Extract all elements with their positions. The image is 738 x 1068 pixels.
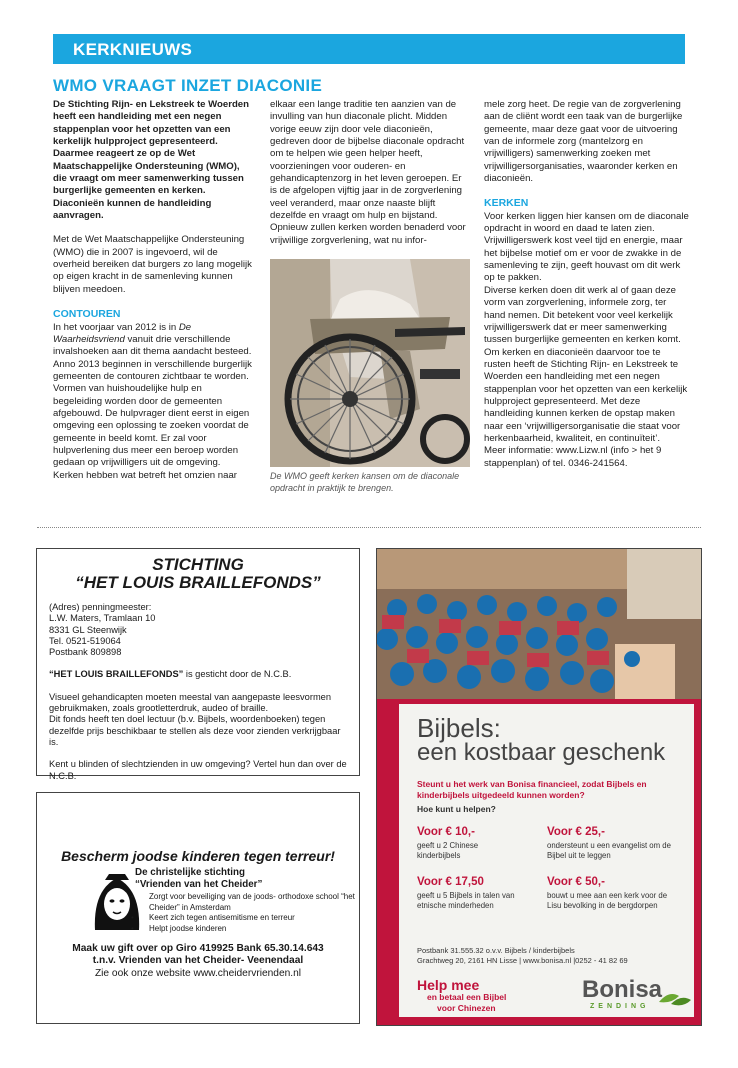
goal-list — [149, 892, 359, 934]
bonisa-logo-sub: ZENDING — [590, 1003, 650, 1010]
article-paragraph: Diverse kerken doen dit werk al of gaan deze vorm van zorgverlening, informele zorg, ter hand nemen. Dit betekent voor veel kerkelijk vrijwilligerswerk dat er meer samenwerking tussen burgerlijke gemeenten en kerken komt. Om kerken en diaconieën daarvoor toe te rusten heeft de Stichting Rijn- en Lekstreek te Woerden een handleiding met een negen stappenplan voor het opzetten van een kerkelijk hulpproject gepresenteerd. Met deze handleiding kunnen kerken de opstap maken naar een ‘vrijwilligersorganisatie die staat voor herkenbaarheid, kwaliteit, en continuïteit’. — [484, 284, 688, 444]
magazine-name: De Waarheidsvriend — [53, 321, 192, 345]
article-column-3 — [484, 99, 689, 482]
ad-paragraph: Dit fonds heeft ten doel lectuur (b.v. Bijbels, woordenboeken) tegen dezelfde prijs beschikbaar te stellen als deze voor zienden verkrijgbaar is. — [49, 714, 341, 747]
postbank-info: Postbank 31.555.32 o.v.v. Bijbels / kinderbijbels Grachtweg 20, 2161 HN Lisse | www.bonisa.nl |0252 - 41 82 69 — [417, 946, 628, 965]
help-heading: Help mee — [417, 977, 480, 993]
subhead-contouren: CONTOUREN — [53, 308, 121, 321]
price-17-desc: geeft u 5 Bijbels in talen van etnische minderheden — [417, 891, 515, 910]
ad-paragraph: Visueel gehandicapten moeten meestal van aangepaste leesvormen gebruikmaken, zoals grootletterdruk, audeo of braille. — [49, 691, 332, 714]
photo-caption: De WMO geeft kerken kansen om de diaconale opdracht in praktijk te brengen. — [270, 471, 460, 493]
price-17: Voor € 17,50 — [417, 876, 484, 888]
bonisa-logo-text: Bonisa — [582, 976, 663, 1003]
article-paragraph: Kerken hebben wat betreft het omzien naar — [53, 469, 237, 481]
section-label: KERKNIEUWS — [73, 40, 193, 59]
how-heading: Hoe kunt u helpen? — [417, 804, 496, 814]
address-block: (Adres) penningmeester: L.W. Maters, Tramlaan 10 8331 GL Steenwijk Tel. 0521-519064 Postbank 809898 — [49, 602, 156, 658]
price-10: Voor € 10,- — [417, 826, 475, 838]
price-10-desc: geeft u 2 Chinese kinderbijbels — [417, 841, 479, 860]
ad-title: STICHTING “HET LOUIS BRAILLEFONDS” — [75, 555, 321, 592]
article-paragraph: mele zorg heet. De regie van de zorgverlening aan de cliënt wordt een taak van de burgerlijke gemeente, maar deze gaat voor de uitvoering van de informele zorg (mantelzorg en vrijwilligers) samenwerking zoeken met vrijwilligersorganisaties, waaronder kerken en diaconieën. — [484, 99, 683, 185]
article-column-2 — [270, 99, 470, 494]
article-paragraph: Voor kerken liggen hier kansen om de diaconale opdracht in woord en daad te laten zien. Vrijwilligerswerk kost veel tijd en energie, maar het bijbelse motief om er voor de zwakke in de samenleving te zijn, geeft houvast om dit werk op te pakken. — [484, 210, 689, 284]
price-50: Voor € 50,- — [547, 876, 605, 888]
ad-appeal: Steunt u het werk van Bonisa financieel, zodat Bijbels en kinderbijbels uitgedeeld kunnen worden? — [417, 779, 647, 800]
article-lead: De Stichting Rijn- en Lekstreek te Woerden heeft een handleiding met een negen stappenplan voor het opzetten van een kerkelijk hulpproject gepresenteerd. Daarmee reageert ze op de Wet Maatschappelijke Ondersteuning (WMO), die vraagt om meer samenwerking tussen burgerlijke gemeenten en kerken. Diaconieën kunnen de handleiding aanvragen. — [53, 99, 250, 222]
price-25: Voor € 25,- — [547, 826, 605, 838]
bonisa-leaf-icon — [657, 988, 693, 1008]
wheelchair-illustration — [270, 259, 470, 467]
ad-title: Bescherm joodse kinderen tegen terreur! — [61, 848, 335, 864]
subhead-kerken: KERKEN — [484, 197, 529, 210]
ad-paragraph: Kent u blinden of slechtzienden in uw omgeving? Vertel hun dan over de N.C.B. — [49, 759, 347, 781]
price-50-desc: bouwt u mee aan een kerk voor de Lisu bevolking in de bergdorpen — [547, 891, 668, 910]
article-paragraph: Met de Wet Maatschappelijke Ondersteuning (WMO) die in 2007 is ingevoerd, wil de overheid bereiken dat burgers zo lang mogelijk op eigen kracht in de samenleving kunnen blijven meedoen. — [53, 234, 252, 295]
org-name: De christelijke stichting “Vrienden van het Cheider” — [135, 867, 263, 890]
list-item: • Zorgt voor beveiliging van de joods- orthodoxe school “het Cheider” in Amsterdam — [149, 892, 359, 913]
article-paragraph: Opnieuw zullen kerken worden benaderd voor vrijwillige zorgverlening, wat nu infor- — [270, 222, 466, 246]
ad-title: Bijbels: — [417, 713, 501, 743]
help-sub: en betaal een Bijbel voor Chinezen — [427, 992, 507, 1013]
ad-cheider — [36, 792, 360, 1024]
website-line: Zie ook onze website www.cheidervrienden.nl — [94, 968, 302, 979]
ad-body — [37, 602, 359, 782]
article-paragraph: In het voorjaar van 2012 is in De Waarheidsvriend vanuit drie verschillende invalshoeken aan dit thema aandacht besteed. Anno 2013 beginnen in verschillende burgerlijk gemeenten de contouren zichtbaar te worden. Vormen van huishoudelijke hulp en begeleiding worden door de gemeenten afgebouwd. De hulpvrager dient eerst in eigen omgeving een oplossing te zoeken voordat de gemeente in beeld komt. Er zal voor hulpverlening dus meer een beroep worden gedaan op vrijwilligers uit de omgeving. — [53, 321, 252, 469]
article-paragraph: elkaar een lange traditie ten aanzien van de invulling van hun diaconale plicht. Midden vorige eeuw zijn door vele diaconieën, gedreven door de bijbelse diaconale opdracht om te helpen wie geen helper heeft, voorzieningen voor ouderen- en gehandicaptenzorg in het leven geroepen. Er is de afgelopen vijftig jaar in de zorgverlening veel veranderd, maar onze naaste blijft dezelfde en vraagt om hulp en bijstand. — [270, 99, 465, 222]
article-headline: WMO VRAAGT INZET DIACONIE — [53, 76, 323, 95]
ad-card — [399, 704, 694, 1017]
ad-braillefonds — [36, 548, 360, 781]
ad-subtitle: een kostbaar geschenk — [417, 739, 666, 766]
section-bar — [53, 34, 685, 64]
ad-bonisa — [376, 548, 702, 1026]
article-paragraph: Meer informatie: www.Lizw.nl (info > het 9 stappenplan) of tel. 0346-241564. — [484, 445, 662, 469]
list-item: • Keert zich tegen antisemitisme en terreur — [149, 913, 359, 924]
article-column-1 — [53, 99, 253, 494]
wheelchair-photo — [270, 259, 470, 467]
section-divider — [37, 527, 701, 528]
price-25-desc: ondersteunt u een evangelist om de Bijbel uit te leggen — [547, 841, 671, 860]
list-item: • Helpt joodse kinderen — [149, 924, 359, 935]
giro-info: Maak uw gift over op Giro 419925 Bank 65.30.14.643 t.n.v. Vrienden van het Cheider- Veenendaal — [72, 943, 324, 967]
founded-line: “HET LOUIS BRAILLEFONDS” is gesticht door de N.C.B. — [49, 669, 292, 680]
